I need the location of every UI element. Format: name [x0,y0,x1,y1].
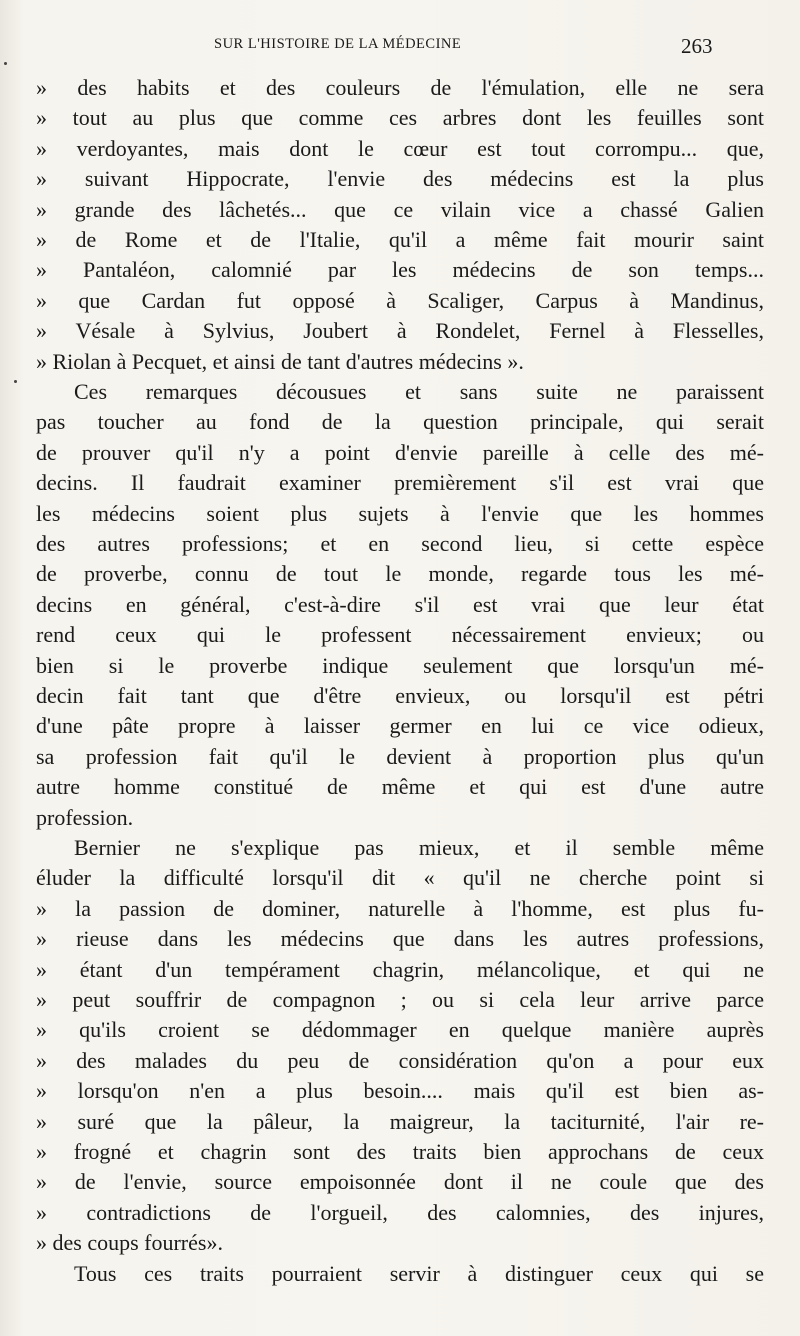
text-line: » la passion de dominer, naturelle à l'homme, est plus fu- [36,895,764,921]
text-line: » suivant Hippocrate, l'envie des médecins est la plus [36,166,764,192]
text-line: » étant d'un tempérament chagrin, mélancolique, et qui ne [36,956,764,982]
text-line: les médecins soient plus sujets à l'envie que les hommes [36,500,764,526]
text-line: » de l'envie, source empoisonnée dont il ne coule que des [36,1169,764,1195]
text-line: sa profession fait qu'il le devient à proportion plus qu'un [36,743,764,769]
text-line: decins en général, c'est-à-dire s'il est vrai que leur état [36,591,764,617]
text-line: decin fait tant que d'être envieux, ou lorsqu'il est pétri [36,683,764,708]
page-number: 263 [681,34,713,58]
text-line: » qu'ils croient se dédommager en quelque manière auprès [36,1017,764,1043]
text-line: Ces remarques décousues et sans suite ne paraissent [74,379,764,404]
text-line: » de Rome et de l'Italie, qu'il a même fait mourir saint [36,227,764,252]
text-line: rend ceux qui le professent nécessairement envieux; ou [36,622,764,648]
text-line: de prouver qu'il n'y a point d'envie pareille à celle des mé- [36,439,764,465]
text-line: » Vésale à Sylvius, Joubert à Rondelet, Fernel à Flesselles, [36,318,764,344]
text-line: des autres professions; et en second lieu, si cette espèce [36,531,764,556]
text-line: profession. [36,804,134,830]
text-line: bien si le proverbe indique seulement que lorsqu'un mé- [36,652,764,678]
text-line: » que Cardan fut opposé à Scaliger, Carpus à Mandinus, [36,287,764,313]
text-line: » contradictions de l'orgueil, des calomnies, des injures, [36,1199,764,1225]
text-line: » Pantaléon, calomnié par les médecins de son temps... [36,257,764,283]
page-header [0,34,800,64]
text-line: éluder la difficulté lorsqu'il dit « qu'il ne cherche point si [36,865,764,891]
text-line: » verdoyantes, mais dont le cœur est tout corrompu... que, [36,135,764,161]
text-line: d'une pâte propre à laisser germer en lui ce vice odieux, [36,713,764,739]
text-line: Bernier ne s'explique pas mieux, et il semble même [74,835,764,860]
text-line: » des coups fourrés». [36,1230,223,1256]
text-line: de proverbe, connu de tout le monde, regarde tous les mé- [36,561,764,587]
text-line: » peut souffrir de compagnon ; ou si cela leur arrive parce [36,987,764,1012]
text-line: » grande des lâchetés... que ce vilain vice a chassé Galien [36,196,764,222]
margin-speck [14,380,17,383]
text-line: » suré que la pâleur, la maigreur, la taciturnité, l'air re- [36,1108,764,1134]
text-line: » des malades du peu de considération qu'on a pour eux [36,1047,764,1073]
text-line: » Riolan à Pecquet, et ainsi de tant d'autres médecins ». [36,348,524,374]
text-line: » rieuse dans les médecins que dans les autres professions, [36,926,764,952]
running-head: SUR L'HISTOIRE DE LA MÉDECINE [214,36,462,52]
text-line: » tout au plus que comme ces arbres dont les feuilles sont [36,105,764,131]
text-line: » lorsqu'on n'en a plus besoin.... mais qu'il est bien as- [36,1078,764,1104]
text-line: decins. Il faudrait examiner premièrement s'il est vrai que [36,470,764,496]
text-line: Tous ces traits pourraient servir à distinguer ceux qui se [74,1260,764,1286]
text-line: » des habits et des couleurs de l'émulation, elle ne sera [36,75,764,100]
text-line: pas toucher au fond de la question principale, qui serait [36,409,764,435]
margin-speck [4,62,7,65]
text-line: » frogné et chagrin sont des traits bien approchans de ceux [36,1139,764,1164]
text-line: autre homme constitué de même et qui est d'une autre [36,774,764,800]
